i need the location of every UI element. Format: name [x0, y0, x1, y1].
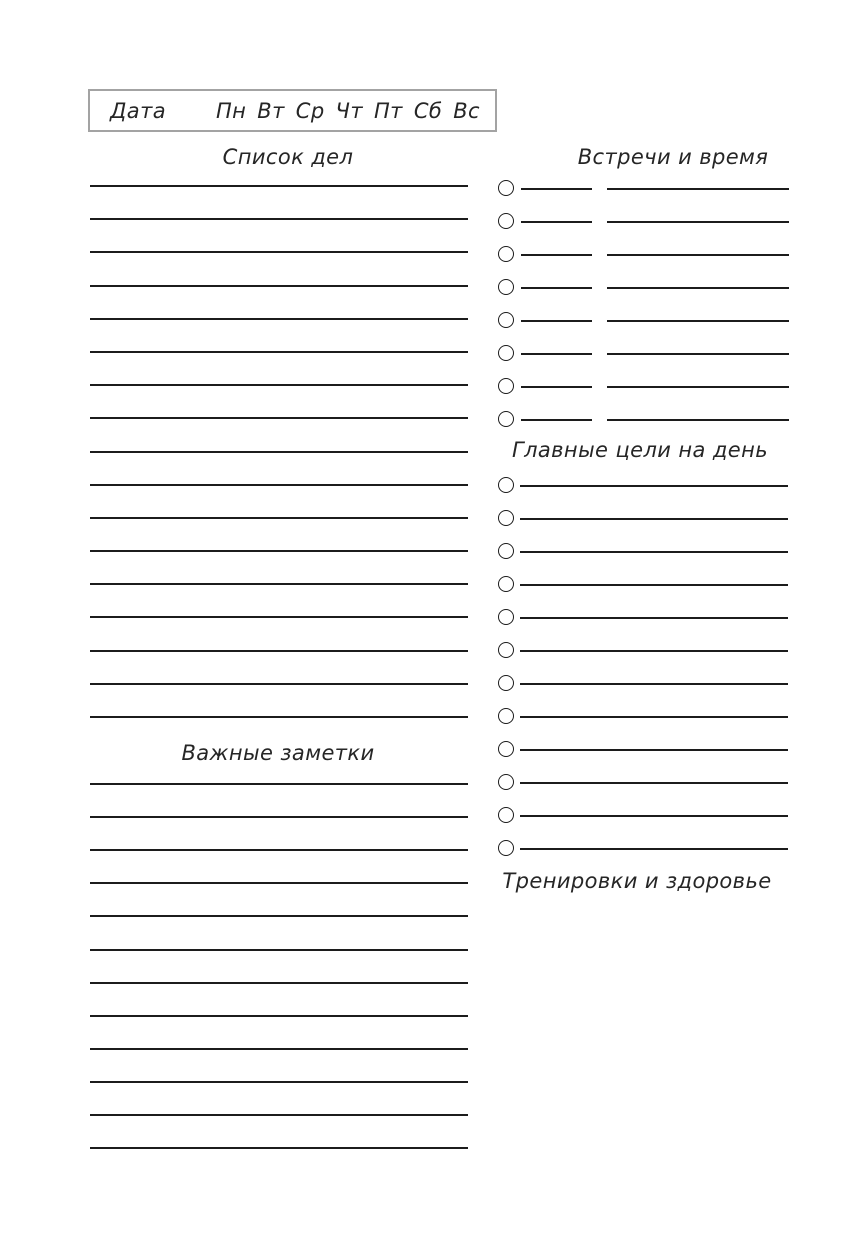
write-in-line [520, 749, 788, 751]
write-in-line [520, 584, 788, 586]
write-in-line [607, 419, 789, 421]
circle-bullet [498, 840, 514, 856]
circle-bullet [498, 411, 514, 427]
circle-bullet [498, 642, 514, 658]
write-in-line [521, 320, 592, 322]
ruled-line [90, 915, 468, 917]
ruled-line [90, 1114, 468, 1116]
circle-bullet [498, 378, 514, 394]
goal-row [498, 840, 788, 857]
goal-row [498, 642, 788, 659]
weekday-labels [216, 99, 480, 123]
goal-row [498, 609, 788, 626]
circle-bullet [498, 180, 514, 196]
goal-row [498, 807, 788, 824]
weekday-label: Чт [335, 98, 363, 123]
write-in-line [520, 782, 788, 784]
notes-lines [90, 783, 468, 1149]
write-in-line [520, 551, 788, 553]
goal-row [498, 477, 788, 494]
write-in-line [607, 188, 789, 190]
circle-bullet [498, 246, 514, 262]
ruled-line [90, 285, 468, 287]
weekday-label: Пн [215, 98, 247, 123]
meeting-row [498, 345, 789, 362]
write-in-line [607, 353, 789, 355]
meeting-row [498, 246, 789, 263]
ruled-line [90, 982, 468, 984]
ruled-line [90, 550, 468, 552]
write-in-line [520, 650, 788, 652]
meeting-row [498, 312, 789, 329]
ruled-line [90, 716, 468, 718]
ruled-line [90, 949, 468, 951]
write-in-line [521, 419, 592, 421]
ruled-line [90, 417, 468, 419]
ruled-line [90, 583, 468, 585]
circle-bullet [498, 807, 514, 823]
ruled-line [90, 849, 468, 851]
ruled-line [90, 218, 468, 220]
todo-title: Список дел [222, 145, 354, 169]
write-in-line [521, 386, 592, 388]
write-in-line [520, 716, 788, 718]
meeting-row [498, 213, 789, 230]
goal-row [498, 675, 788, 692]
meetings-title: Встречи и время [577, 145, 769, 169]
meeting-row [498, 378, 789, 395]
goal-row [498, 510, 788, 527]
circle-bullet [498, 213, 514, 229]
write-in-line [521, 254, 592, 256]
write-in-line [607, 254, 789, 256]
goal-rows [498, 477, 788, 857]
ruled-line [90, 451, 468, 453]
date-label: Дата [110, 98, 166, 123]
ruled-line [90, 1081, 468, 1083]
ruled-line [90, 1147, 468, 1149]
ruled-line [90, 650, 468, 652]
circle-bullet [498, 708, 514, 724]
ruled-line [90, 1048, 468, 1050]
ruled-line [90, 683, 468, 685]
ruled-line [90, 816, 468, 818]
ruled-line [90, 185, 468, 187]
ruled-line [90, 484, 468, 486]
meeting-row [498, 411, 789, 428]
circle-bullet [498, 675, 514, 691]
health-title: Тренировки и здоровье [502, 869, 772, 893]
circle-bullet [498, 774, 514, 790]
weekday-label: Пт [373, 98, 403, 123]
write-in-line [607, 320, 789, 322]
goal-row [498, 543, 788, 560]
ruled-line [90, 1015, 468, 1017]
circle-bullet [498, 477, 514, 493]
write-in-line [607, 386, 789, 388]
meeting-rows [498, 180, 789, 428]
goal-row [498, 741, 788, 758]
write-in-line [521, 287, 592, 289]
ruled-line [90, 351, 468, 353]
circle-bullet [498, 543, 514, 559]
date-weekday-box [88, 89, 497, 132]
ruled-line [90, 517, 468, 519]
weekday-label: Сб [413, 98, 443, 123]
goal-row [498, 576, 788, 593]
todo-lines [90, 185, 468, 719]
write-in-line [520, 848, 788, 850]
ruled-line [90, 616, 468, 618]
write-in-line [521, 188, 592, 190]
ruled-line [90, 251, 468, 253]
goal-row [498, 708, 788, 725]
circle-bullet [498, 345, 514, 361]
write-in-line [520, 815, 788, 817]
write-in-line [521, 353, 592, 355]
meeting-row [498, 180, 789, 197]
circle-bullet [498, 609, 514, 625]
write-in-line [607, 221, 789, 223]
circle-bullet [498, 279, 514, 295]
write-in-line [520, 485, 788, 487]
write-in-line [520, 683, 788, 685]
weekday-label: Вт [257, 98, 285, 123]
ruled-line [90, 783, 468, 785]
weekday-label: Вс [453, 98, 480, 123]
circle-bullet [498, 576, 514, 592]
goals-title: Главные цели на день [511, 438, 769, 462]
goal-row [498, 774, 788, 791]
circle-bullet [498, 312, 514, 328]
ruled-line [90, 882, 468, 884]
circle-bullet [498, 741, 514, 757]
write-in-line [521, 221, 592, 223]
write-in-line [520, 518, 788, 520]
weekday-label: Ср [295, 98, 325, 123]
circle-bullet [498, 510, 514, 526]
ruled-line [90, 384, 468, 386]
notes-title: Важные заметки [181, 741, 375, 765]
ruled-line [90, 318, 468, 320]
write-in-line [520, 617, 788, 619]
write-in-line [607, 287, 789, 289]
meeting-row [498, 279, 789, 296]
